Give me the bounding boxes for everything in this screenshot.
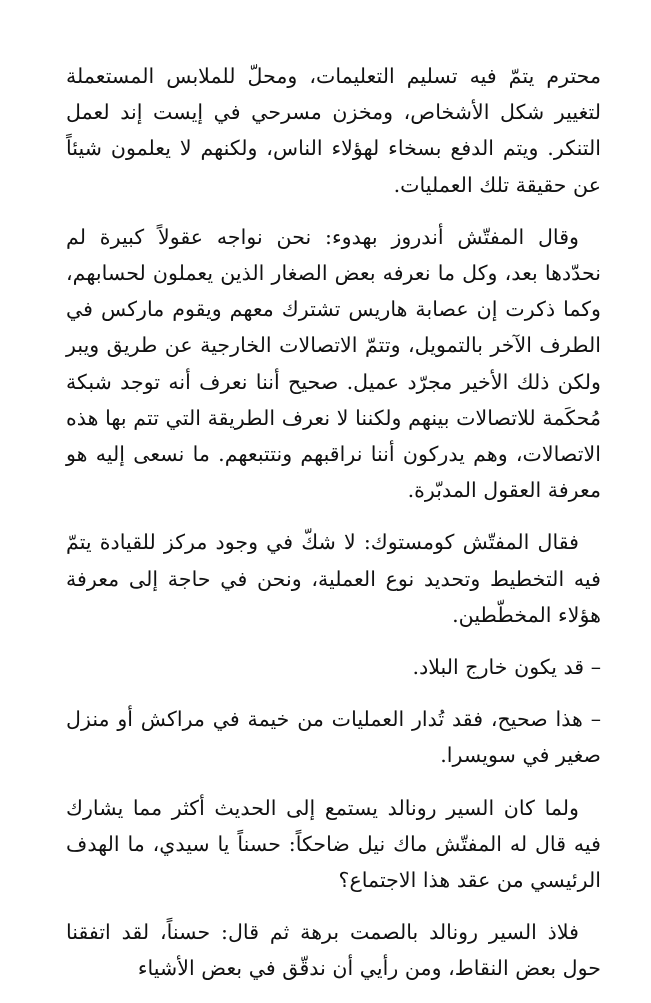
paragraph-1: محترم يتمّ فيه تسليم التعليمات، ومحلّ للملابس المستعملة لتغيير شكل الأشخاص، ومخزن مسرحي في إيست إند لعمل التنكر. ويتم الدفع بسخاء لهؤلاء الناس، ولكنهم لا يعلمون شيئاً عن حقيقة تلك العمليات. <box>66 64 601 197</box>
book-page <box>66 58 601 1003</box>
paragraph-6: ولما كان السير رونالد يستمع إلى الحديث أكثر مما يشارك فيه قال له المفتّش ماك نيل ضاحكاً: حسناً يا سيدي، ما الهدف الرئيسي من عقد هذا الاجتماع؟ <box>66 795 601 893</box>
paragraph-7: فلاذ السير رونالد بالصمت برهة ثم قال: حسناً، لقد اتفقنا حول بعض النقاط، ومن رأيي أن ندقّق في بعض الأشياء <box>66 920 601 981</box>
paragraph-4: – قد يكون خارج البلاد. <box>412 655 601 680</box>
paragraph-5: – هذا صحيح، فقد تُدار العمليات من خيمة في مراكش أو منزل صغير في سويسرا. <box>66 707 601 768</box>
paragraph-2: وقال المفتّش أندروز بهدوء: نحن نواجه عقولاً كبيرة لم نحدّدها بعد، وكل ما نعرفه بعض الصغار الذين يعملون لحسابهم، وكما ذكرت إن عصابة هاريس تشترك معهم ويقوم ماركس في الطرف الآخر بالتمويل، وتتمّ الاتصالات الخارجية عن طريق ويبر ولكن ذلك الأخير مجرّد عميل. صحيح أننا نعرف أنه توجد شبكة مُحكَمة للاتصالات بينهم ولكننا لا نعرف الطريقة التي تتم بها هذه الاتصالات، وهم يدركون أننا نراقبهم ونتتبعهم. ما نسعى إليه هو معرفة العقول المدبّرة. <box>66 224 601 503</box>
paragraph-3: فقال المفتّش كومستوك: لا شكّ في وجود مركز للقيادة يتمّ فيه التخطيط وتحديد نوع العملية، ونحن في حاجة إلى معرفة هؤلاء المخطّطين. <box>66 530 601 627</box>
